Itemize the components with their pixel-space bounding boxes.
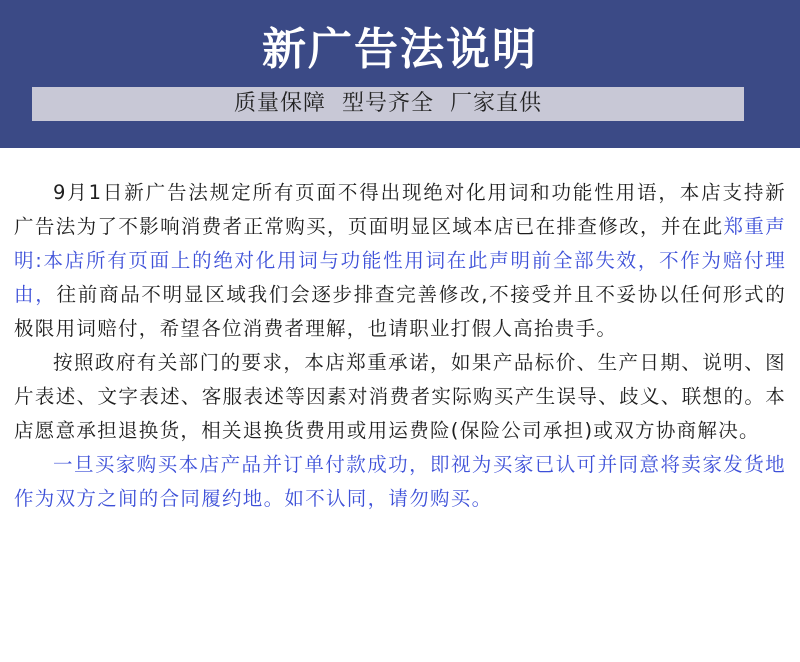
- banner-subtitle: 质量保障 型号齐全 厂家直供: [234, 91, 542, 116]
- disclaimer-statement: 郑重声明:本店所有页面上的绝对化用词与功能性用词在此声明前全部失效，不作为赔付理由，: [14, 215, 787, 306]
- notice-body: [14, 176, 786, 516]
- notice-paragraph-3: 一旦买家购买本店产品并订单付款成功，即视为买家已认可并同意将卖家发货地作为双方之间的合同履约地。如不认同，请勿购买。: [14, 453, 786, 510]
- page-title: 新广告法说明: [262, 24, 538, 75]
- subtitle-bar: [32, 87, 744, 121]
- notice-paragraph-1-continued: 往前商品不明显区域我们会逐步排查完善修改,不接受并且不妥协以任何形式的极限用词赔付，希望各位消费者理解，也请职业打假人高抬贵手。: [14, 283, 786, 340]
- header-banner: [0, 0, 800, 148]
- notice-paragraph-1-text: 9月1日新广告法规定所有页面不得出现绝对化用词和功能性用语，本店支持新广告法为了不影响消费者正常购买，页面明显区域本店已在排查修改，并在此: [14, 181, 786, 238]
- notice-paragraph-2: 按照政府有关部门的要求，本店郑重承诺，如果产品标价、生产日期、说明、图片表述、文字表述、客服表述等因素对消费者实际购买产生误导、歧义、联想的。本店愿意承担退换货，相关退换货费用或用运费险(保险公司承担)或双方协商解决。: [14, 351, 786, 442]
- notice-paragraph-1: [14, 176, 786, 346]
